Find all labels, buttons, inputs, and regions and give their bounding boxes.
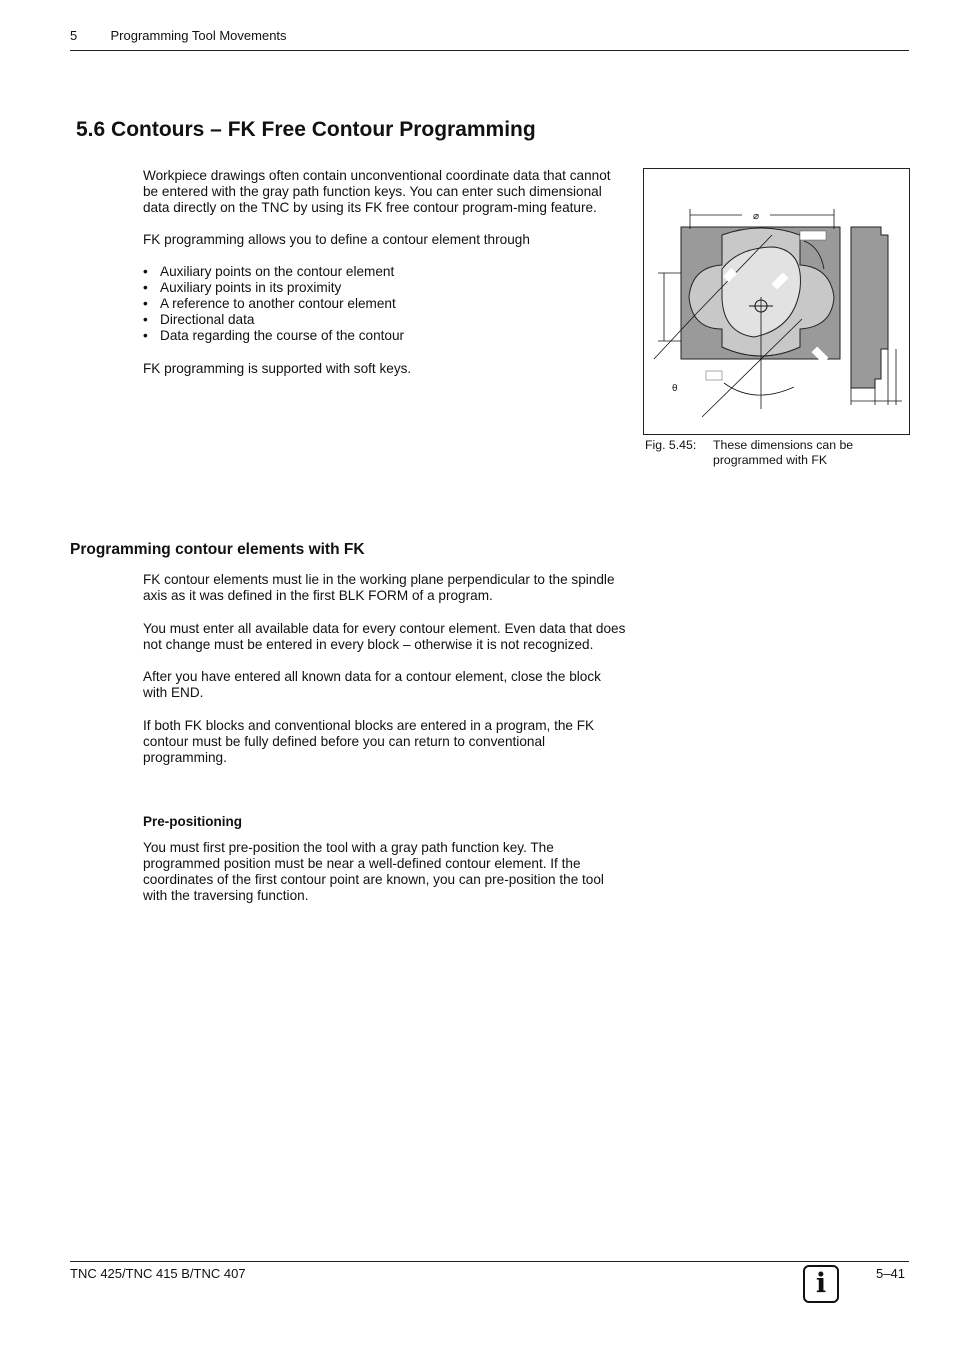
chapter-title: Programming Tool Movements	[110, 28, 287, 43]
body-paragraph: If both FK blocks and conventional blocks are entered in a program, the FK contour must be fully defined before you can return to conventional programming.	[143, 718, 595, 765]
list-item: • Data regarding the course of the contour	[143, 328, 405, 343]
running-header	[70, 28, 287, 43]
prepositioning-title: Pre-positioning	[143, 814, 242, 829]
body-paragraph: You must first pre-position the tool with a gray path function key. The programmed position must be near a well-defined contour element. If the coordinates of the first contour point are known, you can pre-position the tool with the traversing function.	[143, 840, 604, 903]
intro-paragraph: FK programming allows you to define a contour element through	[143, 232, 530, 247]
caption-text: These dimensions can be programmed with FK	[713, 438, 854, 467]
list-item: • Auxiliary points on the contour element	[143, 264, 395, 279]
subsection-title: Programming contour elements with FK	[70, 541, 365, 558]
subsection-body	[143, 572, 628, 766]
chapter-number: 5	[70, 28, 78, 43]
angle-symbol: θ	[672, 384, 678, 394]
body-paragraph: After you have entered all known data for a contour element, close the block with END.	[143, 669, 601, 700]
intro-paragraph: Workpiece drawings often contain unconventional coordinate data that cannot be entered with the gray path function keys. You can enter such dimensional data directly on the TNC by using its FK free contour program-ming feature.	[143, 168, 611, 215]
info-glyph: i	[815, 1268, 827, 1299]
section-title: 5.6 Contours – FK Free Contour Programming	[76, 118, 536, 141]
list-item: • Directional data	[143, 312, 255, 327]
body-paragraph: FK contour elements must lie in the working plane perpendicular to the spindle axis as it was defined in the first BLK FORM of a program.	[143, 572, 615, 603]
prepositioning-body	[143, 840, 628, 904]
info-icon	[803, 1265, 839, 1303]
list-item: • A reference to another contour element	[143, 296, 396, 311]
list-item: • Auxiliary points in its proximity	[143, 280, 342, 295]
feature-list	[143, 264, 628, 344]
footer-divider	[70, 1261, 909, 1262]
header-divider	[70, 50, 909, 51]
page-number: 5–41	[876, 1266, 905, 1281]
body-paragraph: You must enter all available data for every contour element. Even data that does not change must be entered in every block – otherwise it is not recognized.	[143, 621, 626, 652]
caption-label: Fig. 5.45:	[645, 438, 697, 452]
intro-block	[143, 168, 628, 377]
figure-frame	[643, 168, 910, 435]
diameter-symbol: ⌀	[752, 211, 760, 222]
fk-contour-diagram	[644, 169, 909, 434]
footer-model: TNC 425/TNC 415 B/TNC 407	[70, 1266, 246, 1281]
figure-caption	[645, 438, 883, 467]
closing-paragraph: FK programming is supported with soft keys.	[143, 361, 412, 376]
